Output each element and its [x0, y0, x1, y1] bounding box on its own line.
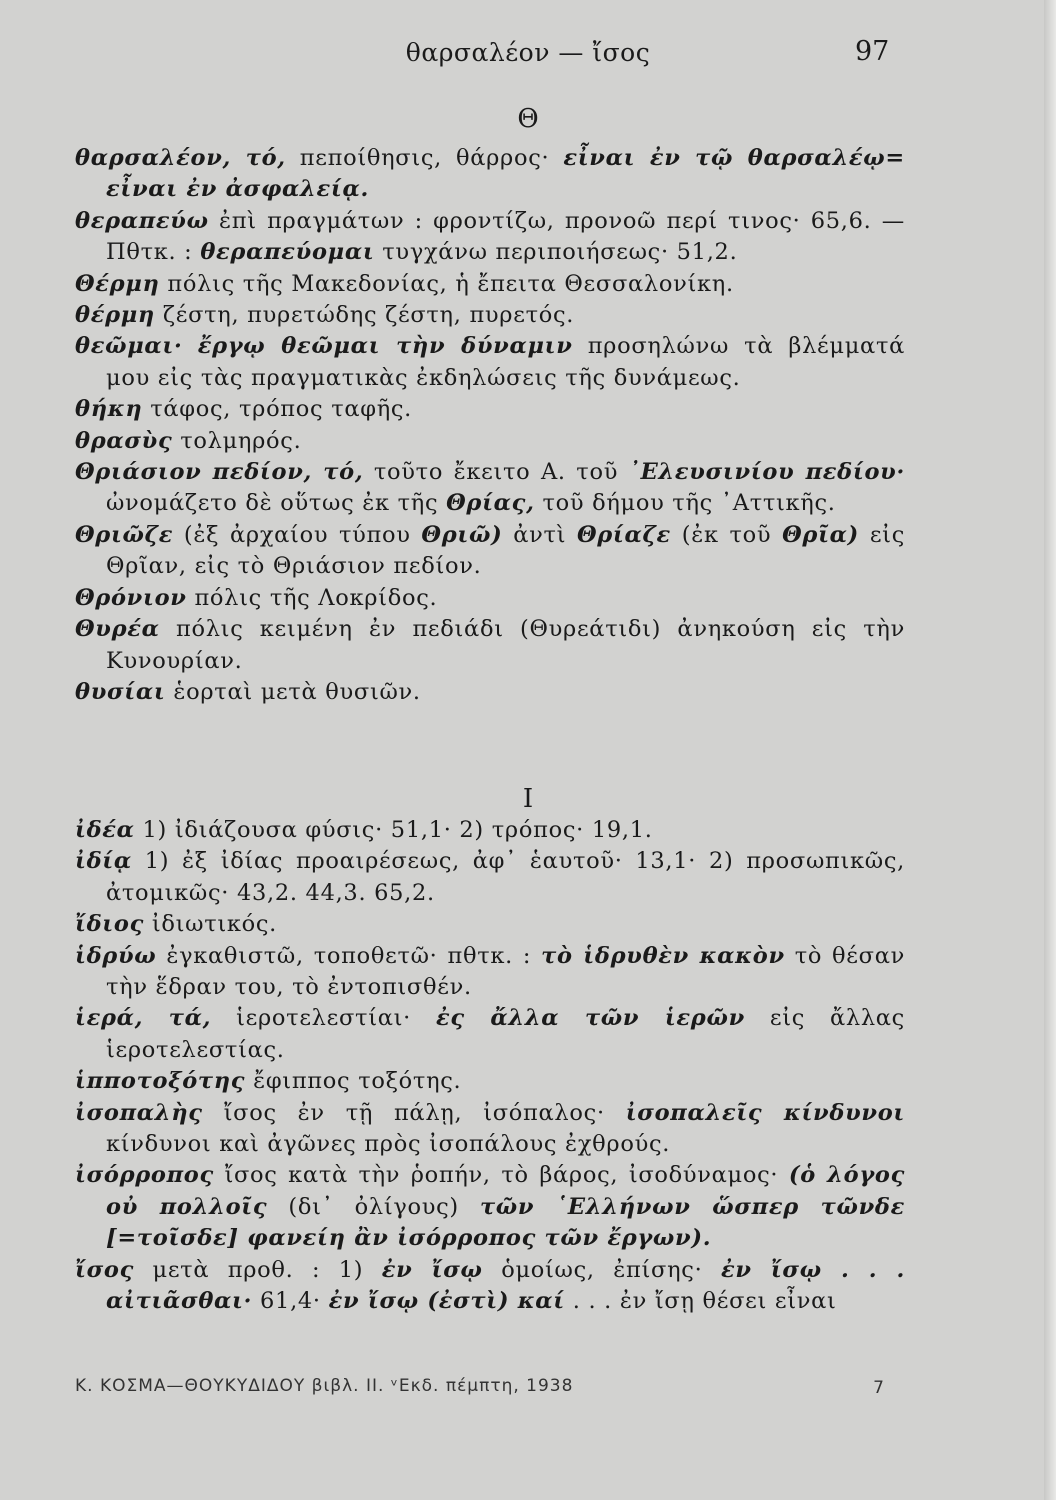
entry-headword: ἰδίᾳ [75, 848, 132, 875]
page-number: 97 [855, 36, 890, 67]
entry-headword: ἴσος [75, 1256, 134, 1283]
dictionary-entry [75, 426, 905, 457]
entry-text: προσηλώνω τὰ βλέμματά μου εἰς τὰς πραγματικὰς ἐκδηλώσεις τῆς δυνάμεως. [106, 333, 905, 391]
entry-text: τοῦτο ἔκειτο Α. τοῦ [363, 459, 629, 486]
entry-text: . . . ἐν ἴσῃ θέσει εἶναι [564, 1288, 837, 1315]
entry-headword: ἰσοπαλὴς [75, 1099, 203, 1126]
entry-text: κίνδυνοι καὶ ἀγῶνες πρὸς ἰσοπάλους ἐχθρούς. [106, 1131, 671, 1158]
entry-headword: ἱερά, τά, [75, 1005, 212, 1032]
entry-headword: ἰδέα [75, 817, 135, 843]
entry-headword: Θρόνιον [75, 584, 187, 611]
entry-text: πόλις τῆς Λοκρίδος. [186, 584, 438, 611]
entry-text: ἔφιππος τοξότης. [245, 1068, 462, 1095]
entry-headword: ἴδιος [75, 911, 144, 938]
signature-mark: 7 [873, 1378, 885, 1398]
entry-text: ὠνομάζετο δὲ οὕτως ἐκ τῆς [106, 490, 447, 517]
entry-quotation: Θρῖα) [782, 521, 860, 548]
dictionary-entry [75, 269, 905, 300]
entry-headword: Θυρέα [75, 616, 160, 643]
dictionary-entry [75, 1066, 905, 1097]
dictionary-entry [75, 677, 905, 708]
entry-quotation: (ὁ λόγος οὐ πολλοῖς [106, 1162, 905, 1220]
entry-text: (δι᾿ ὀλίγους) [267, 1193, 480, 1220]
running-header: θαρσαλέον — ἴσος [405, 38, 651, 67]
entry-text: ἀντὶ [502, 521, 577, 548]
entries-theta [75, 143, 905, 708]
entry-quotation: ἔργῳ θεῶμαι τὴν δύναμιν [197, 333, 573, 360]
dictionary-entry [75, 614, 905, 677]
entry-text: πόλις κειμένη ἐν πεδιάδι (Θυρεάτιδι) ἀνηκούση εἰς τὴν Κυνουρίαν. [106, 616, 905, 674]
entry-quotation: ἐν ἴσῳ (ἐστὶ) καί [328, 1288, 565, 1315]
entry-text: τάφος, τρόπος ταφῆς. [142, 396, 413, 423]
entry-text: ἴσος ἐν τῇ πάλῃ, ἰσόπαλος· [202, 1099, 626, 1126]
entry-headword: θεῶμαι· [75, 333, 183, 360]
dictionary-entry [75, 331, 905, 394]
dictionary-entry [75, 1098, 905, 1161]
entry-headword: ἱπποτοξότης [75, 1068, 246, 1095]
page-edge [1044, 0, 1056, 1500]
entry-quotation: ἐν ἴσῳ [381, 1256, 483, 1283]
entry-text: πόλις τῆς Μακεδονίας, ἡ ἔπειτα Θεσσαλονίκη. [159, 270, 734, 297]
dictionary-entry [75, 143, 905, 206]
dictionary-entry [75, 1003, 905, 1066]
dictionary-entry [75, 394, 905, 425]
entry-text: μετὰ προθ. : 1) [133, 1256, 382, 1283]
entry-headword: Θέρμη [75, 270, 160, 297]
entry-headword: θεραπεύω [75, 207, 209, 234]
entry-text: πεποίθησις, θάρρος· [285, 145, 564, 171]
entry-text: 1) ἰδιάζουσα φύσις· 51,1· 2) τρόπος· 19,1. [134, 817, 653, 843]
entry-quotation: Θρίας, [446, 490, 535, 517]
dictionary-entry [75, 815, 905, 846]
entry-text: (ἐξ ἀρχαίου τύπου [173, 521, 422, 548]
entry-headword: ἰσόρροπος [75, 1162, 214, 1189]
entry-quotation: ἰσοπαλεῖς κίνδυνοι [625, 1099, 905, 1126]
dictionary-entry [75, 206, 905, 269]
entry-text: ἰδιωτικός. [144, 911, 278, 938]
entry-text: εἰς ἄλλας ἱεροτελεστίας. [106, 1005, 905, 1063]
entry-text: τολμηρός. [172, 427, 302, 454]
entry-quotation: Θρίαζε [576, 521, 671, 548]
entry-quotation: Θριῶ) [421, 521, 503, 548]
footer [75, 1376, 905, 1396]
entry-text: ἴσος κατὰ τὴν ῥοπήν, τὸ βάρος, ἰσοδύναμος· [213, 1162, 789, 1189]
entry-quotation: τὸ ἱδρυθὲν κακὸν [541, 942, 785, 969]
entry-text: τοῦ δήμου τῆς ᾿Αττικῆς. [534, 490, 836, 517]
entry-headword: θέρμη [75, 302, 155, 329]
entry-text: εἰς Θρῖαν, εἰς τὸ Θριάσιον πεδίον. [106, 521, 905, 580]
dictionary-entry [75, 300, 905, 331]
dictionary-entry [75, 457, 905, 520]
dictionary-entry [75, 1160, 905, 1254]
entry-text: τὸ θέσαν τὴν ἕδραν του, τὸ ἐντοπισθέν. [106, 942, 905, 1001]
section-letter-iota: Ι [522, 784, 534, 814]
entries-iota [75, 815, 905, 1318]
entry-text: ἐγκαθιστῶ, τοποθετῶ· πθτκ. : [156, 942, 542, 969]
entry-text: ἱεροτελεστίαι· [211, 1005, 436, 1032]
dictionary-entry [75, 520, 905, 583]
dictionary-entry [75, 583, 905, 614]
entry-text: ἐπὶ πραγμάτων : φροντίζω, προνοῶ περί τινος· 65,6. —Πθτκ. : [106, 207, 905, 266]
entry-text: 61,4· [252, 1288, 329, 1315]
entry-quotation: τῶν ῾Ελλήνων ὥσπερ τῶνδε [=τοῖσδε] φανείη ἂν ἰσόρροπος τῶν ἔργων). [106, 1193, 905, 1252]
entry-headword: Θριάσιον πεδίον, τό, [75, 459, 364, 486]
entry-text: ἑορταὶ μετὰ θυσιῶν. [165, 678, 421, 705]
dictionary-entry [75, 909, 905, 940]
section-letter-theta: Θ [517, 104, 539, 134]
entry-text: ζέστη, πυρετώδης ζέστη, πυρετός. [154, 302, 575, 329]
entry-headword: ἱδρύω [75, 942, 157, 969]
entry-text: τυγχάνω περιποιήσεως· 51,2. [374, 239, 738, 266]
entry-quotation: εἶναι ἐν τῷ θαρσαλέῳ= εἶναι ἐν ἀσφαλείᾳ. [106, 145, 905, 203]
entry-headword: θαρσαλέον, τό, [75, 145, 286, 171]
entry-quotation: ᾿Ελευσινίου πεδίου· [628, 459, 905, 486]
entry-quotation: ἐς ἄλλα τῶν ἱερῶν [435, 1005, 745, 1032]
entry-text: 1) ἐξ ἰδίας προαιρέσεως, ἀφ᾿ ἑαυτοῦ· 13,1· 2) προσωπικῶς, ἀτομικῶς· 43,2. 44,3. 65,2. [106, 848, 905, 906]
entry-text [183, 333, 198, 359]
dictionary-entry [75, 941, 905, 1004]
dictionary-entry [75, 1255, 905, 1318]
entry-headword: θήκη [75, 396, 143, 423]
entry-text: (ἐκ τοῦ [670, 521, 783, 548]
entry-quotation: ἐν ἴσῳ . . . αἰτιᾶσθαι· [106, 1256, 905, 1315]
dictionary-entry [75, 846, 905, 909]
entry-quotation: θεραπεύομαι [200, 239, 375, 266]
entry-headword: θυσίαι [75, 678, 166, 705]
entry-headword: Θριῶζε [75, 521, 174, 548]
entry-headword: θρασὺς [75, 427, 173, 454]
footer-imprint: Κ. ΚΟΣΜΑ—ΘΟΥΚΥΔΙΔΟΥ βιβλ. ΙΙ. ᵛΕκδ. πέμπτη, 1938 [75, 1376, 574, 1396]
entry-text: ὁμοίως, ἐπίσης· [482, 1256, 721, 1283]
